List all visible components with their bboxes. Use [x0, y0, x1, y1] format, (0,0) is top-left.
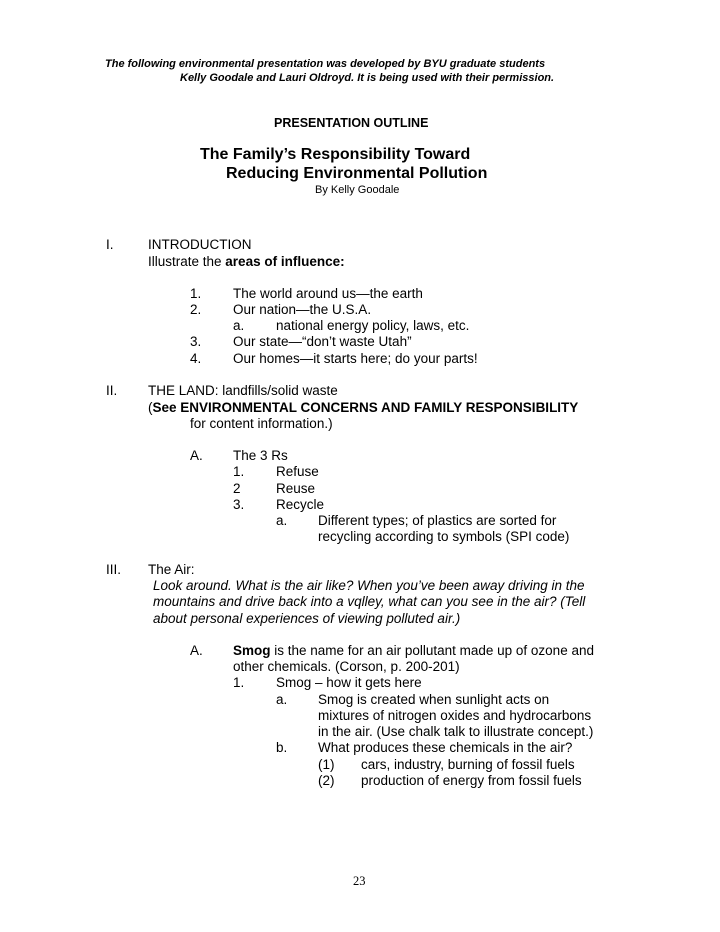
s1-item-2a-num: a. — [233, 318, 245, 333]
s3-italic-line-2: mountains and drive back into a vqlley, what can you see in the air? (Tell — [153, 594, 586, 609]
s1-item-2-num: 2. — [190, 302, 202, 317]
s2-r2-num: 2 — [233, 481, 241, 496]
section-3-title: The Air: — [148, 562, 195, 577]
s3-sa-num: a. — [276, 692, 288, 707]
s2-r1-text: Refuse — [276, 464, 319, 479]
s1-item-1-num: 1. — [190, 286, 202, 301]
s3-sa-line-1: Smog is created when sunlight acts on — [318, 692, 550, 707]
s3-1-text: Smog – how it gets here — [276, 675, 422, 690]
s3-p2-num: (2) — [318, 773, 335, 788]
s2-r3-text: Recycle — [276, 497, 325, 512]
s1-item-3-text: Our state—“don’t waste Utah” — [233, 334, 412, 349]
s1-item-2a-text: national energy policy, laws, etc. — [276, 318, 470, 333]
outline-heading: PRESENTATION OUTLINE — [274, 116, 429, 130]
s2-r2-text: Reuse — [276, 481, 316, 496]
s1-item-4-text: Our homes—it starts here; do your parts! — [233, 351, 478, 366]
s1-item-3-num: 3. — [190, 334, 202, 349]
credit-line-1: The following environmental presentation was developed by BYU graduate students — [105, 58, 546, 70]
section-3-number: III. — [106, 562, 122, 577]
s3-sb-text: What produces these chemicals in the air? — [318, 740, 573, 755]
s2-sub-line-1: Different types; of plastics are sorted for — [318, 513, 557, 528]
byline: By Kelly Goodale — [315, 184, 400, 196]
s3-sa-line-2: mixtures of nitrogen oxides and hydrocarbons — [318, 708, 592, 723]
section-2-reference-cont: for content information.) — [190, 416, 333, 431]
s1-item-2-text: Our nation—the U.S.A. — [233, 302, 372, 317]
s3-italic-line-1: Look around. What is the air like? When you’ve been away driving in the — [153, 578, 585, 593]
section-1-title: INTRODUCTION — [148, 237, 252, 252]
s1-item-1-text: The world around us—the earth — [233, 286, 423, 301]
s3-p2-text: production of energy from fossil fuels — [361, 773, 582, 788]
section-2-number: II. — [106, 383, 118, 398]
s3-a-num: A. — [190, 643, 203, 658]
s2-sub-line-2: recycling according to symbols (SPI code) — [318, 529, 570, 544]
section-1-number: I. — [106, 237, 114, 252]
credit-line-2: Kelly Goodale and Lauri Oldroyd. It is being used with their permission. — [180, 72, 555, 84]
s2-r3-num: 3. — [233, 497, 245, 512]
section-1-intro: Illustrate the areas of influence: — [148, 254, 345, 269]
title-line-2: Reducing Environmental Pollution — [226, 165, 488, 182]
section-2-title: THE LAND: landfills/solid waste — [148, 383, 338, 398]
title-line-1: The Family’s Responsibility Toward — [200, 146, 471, 163]
s2-r1-num: 1. — [233, 464, 245, 479]
s2-a-text: The 3 Rs — [233, 448, 288, 463]
s3-a-text: Smog is the name for an air pollutant made up of ozone and — [233, 643, 594, 658]
s3-sb-num: b. — [276, 740, 288, 755]
section-2-reference: (See ENVIRONMENTAL CONCERNS AND FAMILY RESPONSIBILITY — [148, 400, 579, 415]
s3-sa-line-3: in the air. (Use chalk talk to illustrate concept.) — [318, 724, 594, 739]
s3-a-line-2: other chemicals. (Corson, p. 200-201) — [233, 659, 460, 674]
s3-italic-line-3: about personal experiences of viewing polluted air.) — [153, 611, 461, 626]
s1-item-4-num: 4. — [190, 351, 202, 366]
s3-p1-num: (1) — [318, 757, 335, 772]
page-number: 23 — [353, 874, 366, 888]
s2-sub-num: a. — [276, 513, 288, 528]
s2-a-num: A. — [190, 448, 203, 463]
s3-p1-text: cars, industry, burning of fossil fuels — [361, 757, 575, 772]
s3-1-num: 1. — [233, 675, 245, 690]
